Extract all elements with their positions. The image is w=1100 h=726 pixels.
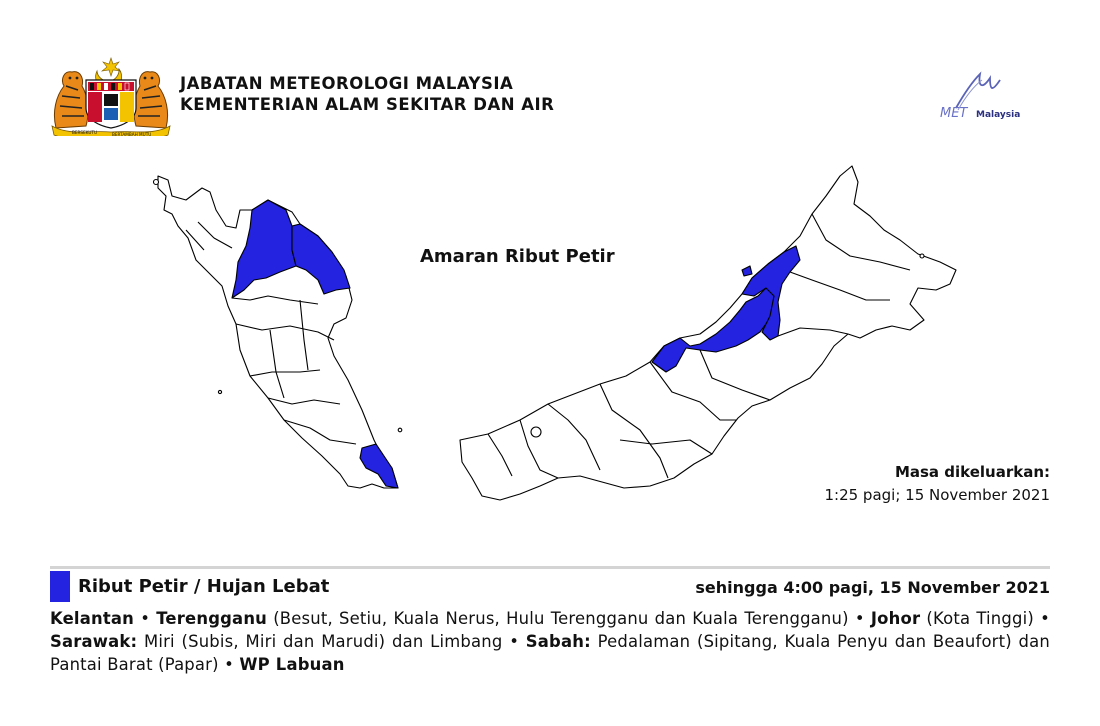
- legend-label: Ribut Petir / Hujan Lebat: [78, 576, 330, 597]
- separator: •: [218, 655, 240, 674]
- area-sarawak-detail: Miri (Subis, Miri dan Marudi) dan Limbang: [137, 632, 503, 651]
- crest-ribbon-left: BERSEKUTU: [72, 130, 98, 135]
- area-terengganu: Terengganu: [156, 609, 268, 628]
- legend-color-swatch: [50, 571, 70, 602]
- org-name-line1: JABATAN METEOROLOGI MALAYSIA: [180, 74, 514, 93]
- affected-areas-text: [50, 607, 1050, 676]
- wp-labuan-warning-area: [742, 266, 752, 276]
- area-sabah-detail: Pedalaman (Sipitang, Kuala Penyu dan Beaufort) dan Pantai Barat (Papar): [50, 632, 1050, 674]
- issued-time-block: [824, 461, 1050, 507]
- issued-time: 1:25 pagi; 15 November 2021: [824, 486, 1050, 504]
- separator: •: [848, 609, 871, 628]
- crest-ribbon-right: BERTAMBAH MUTU: [112, 132, 152, 136]
- area-sarawak: Sarawak:: [50, 632, 138, 651]
- area-johor: Johor: [870, 609, 921, 628]
- borneo-malaysia-region: [460, 166, 956, 500]
- area-johor-detail: (Kota Tinggi): [920, 609, 1034, 628]
- area-terengganu-detail: (Besut, Setiu, Kuala Nerus, Hulu Terengganu dan Kuala Terengganu): [267, 609, 849, 628]
- area-labuan: WP Labuan: [239, 655, 345, 674]
- area-sabah: Sabah:: [525, 632, 591, 651]
- met-logo-suffix: Malaysia: [976, 110, 1021, 120]
- separator: •: [502, 632, 526, 651]
- separator: •: [1033, 609, 1050, 628]
- area-kelantan: Kelantan: [50, 609, 135, 628]
- separator: •: [134, 609, 157, 628]
- map-title: Amaran Ribut Petir: [420, 246, 615, 267]
- met-logo-prefix: MET: [940, 106, 968, 120]
- org-name-line2: KEMENTERIAN ALAM SEKITAR DAN AIR: [180, 95, 555, 114]
- issued-label: Masa dikeluarkan:: [894, 463, 1050, 481]
- divider: [50, 566, 1050, 569]
- valid-until: sehingga 4:00 pagi, 15 November 2021: [695, 578, 1050, 597]
